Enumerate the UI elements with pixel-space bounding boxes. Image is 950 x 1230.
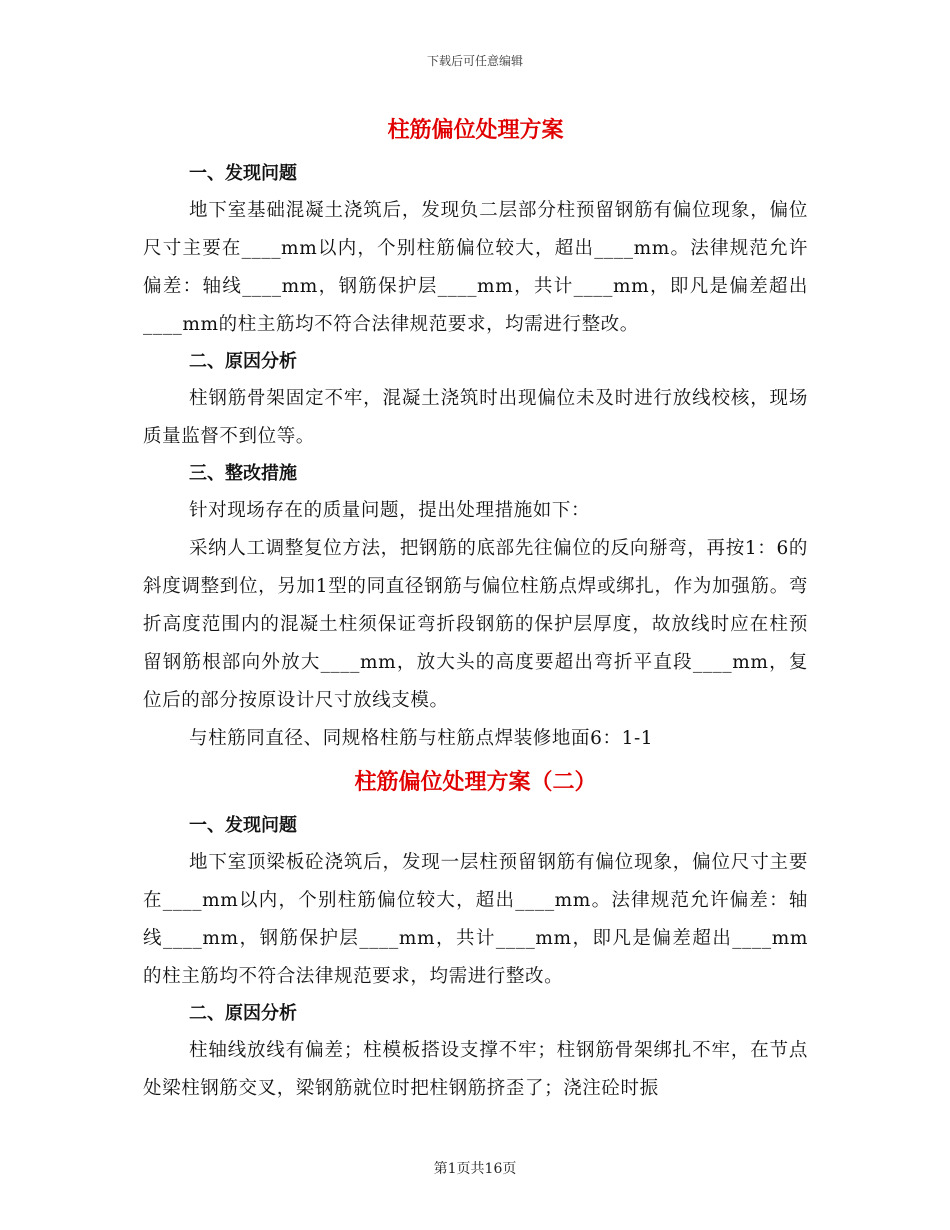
section1-title: 柱筋偏位处理方案 — [387, 117, 564, 143]
section1-paragraph-1: 地下室基础混凝土浇筑后，发现负二层部分柱预留钢筋有偏位现象，偏位尺寸主要在____mm以内，个别柱筋偏位较大，超出____mm。法律规范允许偏差：轴线____mm，钢筋保护层____mm，共计____mm，即凡是偏差超出____mm的柱主筋均不符合法律规范要求，均需进行整改。 — [143, 200, 808, 335]
section2-heading-1: 一、发现问题 — [189, 815, 297, 836]
section1-heading-2: 二、原因分析 — [189, 351, 297, 372]
section1-paragraph-3: 针对现场存在的质量问题，提出处理措施如下： — [189, 500, 591, 521]
section1-heading-3: 三、整改措施 — [189, 463, 297, 484]
header-note: 下载后可任意编辑 — [426, 54, 523, 68]
section1-paragraph-2: 柱钢筋骨架固定不牢，混凝土浇筑时出现偏位未及时进行放线校核，现场质量监督不到位等。 — [143, 388, 808, 447]
section2-title: 柱筋偏位处理方案（二） — [354, 769, 597, 795]
section1-paragraph-4: 采纳人工调整复位方法，把钢筋的底部先往偏位的反向掰弯，再按1：6的斜度调整到位，另加1型的同直径钢筋与偏位柱筋点焊或绑扎，作为加强筋。弯折高度范围内的混凝土柱须保证弯折段钢筋的保护层厚度，故放线时应在柱预留钢筋根部向外放大____mm，放大头的高度要超出弯折平直段____mm，复位后的部分按原设计尺寸放线支模。 — [143, 538, 808, 711]
section1-heading-1: 一、发现问题 — [189, 163, 297, 184]
section1-paragraph-5: 与柱筋同直径、同规格柱筋与柱筋点焊装修地面6：1-1 — [189, 728, 654, 749]
document-body — [143, 112, 808, 1108]
page-footer: 第1页共16页 — [433, 1161, 517, 1177]
section2-heading-2: 二、原因分析 — [189, 1003, 297, 1024]
section2-paragraph-2: 柱轴线放线有偏差；柱模板搭设支撑不牢；柱钢筋骨架绑扎不牢，在节点处梁柱钢筋交叉，梁钢筋就位时把柱钢筋挤歪了；浇注砼时振 — [143, 1040, 808, 1099]
section2-paragraph-1: 地下室顶梁板砼浇筑后，发现一层柱预留钢筋有偏位现象，偏位尺寸主要在____mm以内，个别柱筋偏位较大，超出____mm。法律规范允许偏差：轴线____mm，钢筋保护层____mm，共计____mm，即凡是偏差超出____mm的柱主筋均不符合法律规范要求，均需进行整改。 — [143, 852, 808, 987]
